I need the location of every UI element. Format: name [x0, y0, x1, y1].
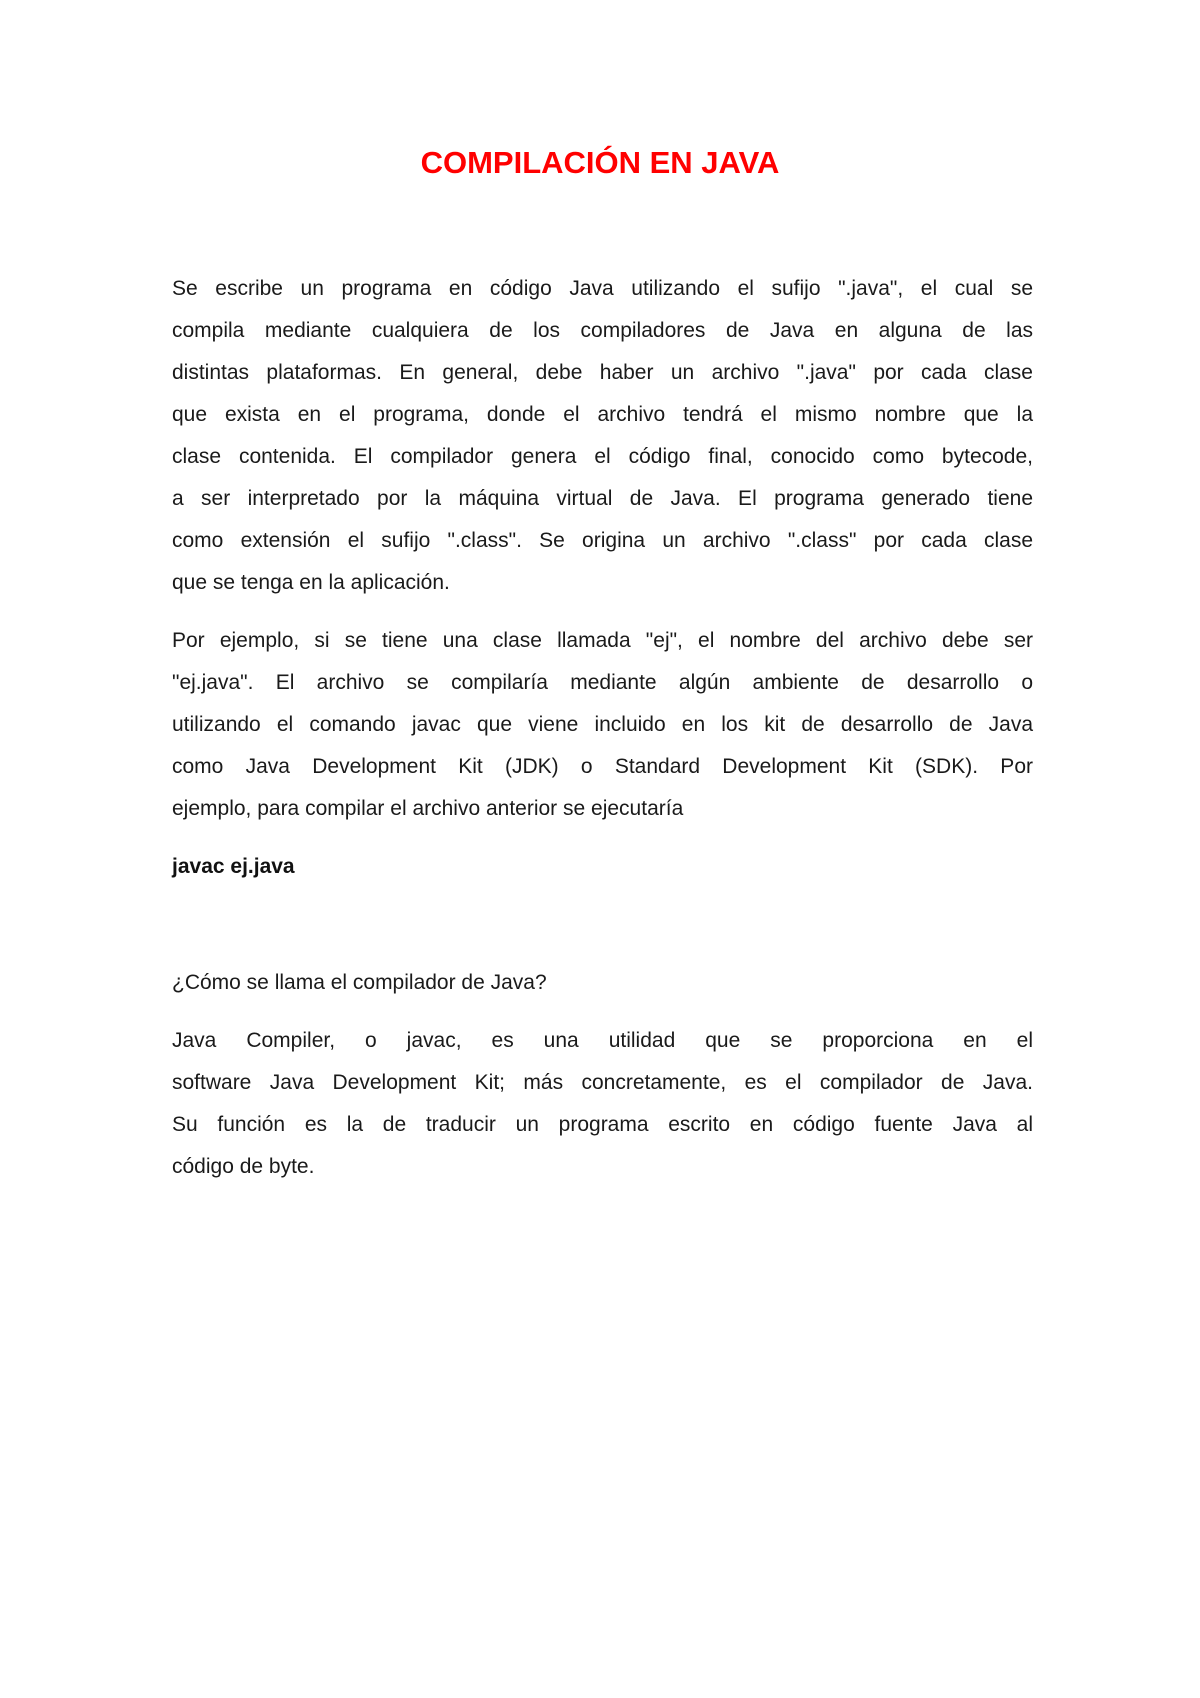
- text-line: Por ejemplo, si se tiene una clase llamada "ej", el nombre del archivo debe ser: [172, 629, 1033, 652]
- text-line: "ej.java". El archivo se compilaría mediante algún ambiente de desarrollo o: [172, 671, 1033, 694]
- text-line: a ser interpretado por la máquina virtual de Java. El programa generado tiene: [172, 487, 1033, 510]
- text-line: código de byte.: [172, 1155, 315, 1178]
- text-line: que se tenga en la aplicación.: [172, 571, 450, 594]
- text-line: distintas plataformas. En general, debe haber un archivo ".java" por cada clase: [172, 361, 1033, 384]
- text-line: ¿Cómo se llama el compilador de Java?: [172, 971, 547, 994]
- paragraph-intro: [172, 268, 1033, 604]
- paragraph-example: [172, 620, 1033, 830]
- question-heading: [172, 962, 1033, 1004]
- document-body: [172, 268, 1033, 1204]
- text-line: Su función es la de traducir un programa escrito en código fuente Java al: [172, 1113, 1033, 1136]
- text-line: Java Compiler, o javac, es una utilidad que se proporciona en el: [172, 1029, 1033, 1052]
- text-line: ejemplo, para compilar el archivo anterior se ejecutaría: [172, 797, 684, 820]
- text-line: que exista en el programa, donde el archivo tendrá el mismo nombre que la: [172, 403, 1033, 426]
- text-line: software Java Development Kit; más concretamente, es el compilador de Java.: [172, 1071, 1033, 1094]
- document-title: COMPILACIÓN EN JAVA: [420, 145, 780, 180]
- paragraph-answer: [172, 1020, 1033, 1188]
- text-line: como extensión el sufijo ".class". Se origina un archivo ".class" por cada clase: [172, 529, 1033, 552]
- text-line: Se escribe un programa en código Java utilizando el sufijo ".java", el cual se: [172, 277, 1033, 300]
- text-line: utilizando el comando javac que viene incluido en los kit de desarrollo de Java: [172, 713, 1033, 736]
- text-line: compila mediante cualquiera de los compiladores de Java en alguna de las: [172, 319, 1033, 342]
- command-example: javac ej.java: [172, 855, 295, 878]
- text-line: como Java Development Kit (JDK) o Standard Development Kit (SDK). Por: [172, 755, 1033, 778]
- text-line: clase contenida. El compilador genera el código final, conocido como bytecode,: [172, 445, 1033, 468]
